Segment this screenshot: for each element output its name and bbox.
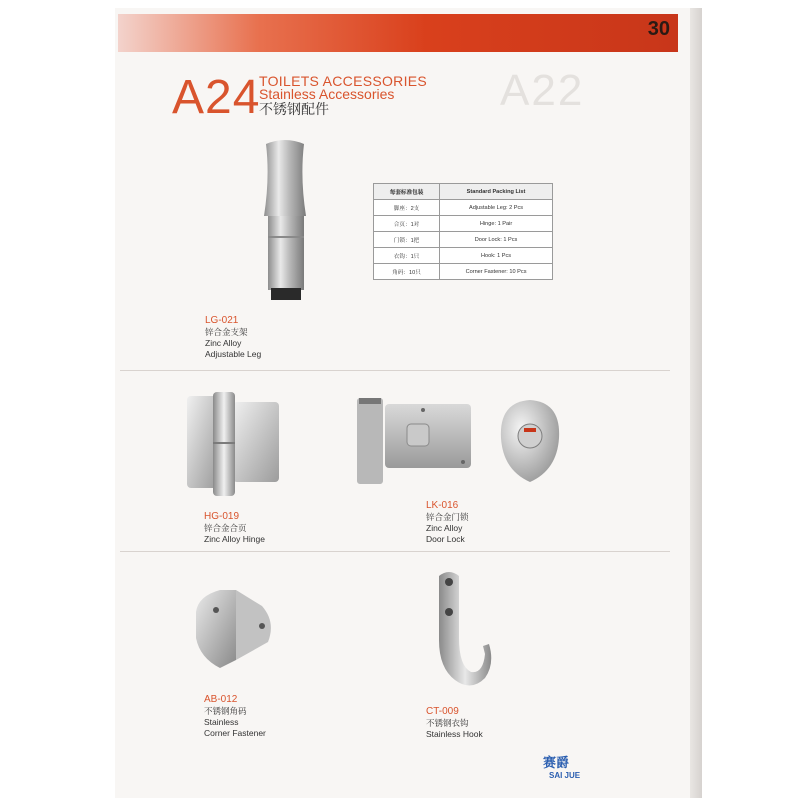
brand-logo: [543, 752, 580, 780]
table-row: [374, 248, 553, 264]
column-header-cn: 每套标准包装: [374, 184, 440, 200]
table-row: [374, 232, 553, 248]
product-name-cn: 锌合金支架: [205, 327, 248, 337]
product-code: HG-019: [204, 511, 240, 522]
product-code: LK-016: [426, 500, 459, 511]
product-name-cn: 不锈钢衣钩: [426, 718, 469, 728]
column-header-en: Standard Packing List: [440, 184, 553, 200]
door-lock-image: [355, 392, 475, 492]
product-material: Zinc Alloy: [426, 523, 463, 533]
section-subtitle-cn: 不锈钢配件: [259, 101, 329, 117]
product-name-cn: 不锈钢角码: [204, 706, 247, 716]
product-code: LG-021: [205, 315, 239, 326]
product-caption: [204, 511, 265, 545]
cell-en: Corner Fastener: 10 Pcs: [440, 264, 553, 280]
section-title: TOILETS ACCESSORIES: [259, 73, 428, 89]
product-name-cn: 锌合金合页: [204, 523, 247, 533]
section-code: A24: [172, 71, 261, 124]
section-subtitle: Stainless Accessories: [259, 86, 395, 102]
cell-en: Hook: 1 Pcs: [440, 248, 553, 264]
brand-name-cn: 赛爵: [543, 756, 570, 771]
product-code: AB-012: [204, 694, 238, 705]
page-number: 30: [647, 18, 670, 40]
product-name-cn: 锌合金门锁: [426, 512, 469, 522]
cell-cn: 脚座：2支: [374, 200, 440, 216]
show-through-heading: A22: [500, 66, 585, 115]
product-caption: [426, 706, 483, 740]
section-divider: [120, 370, 670, 371]
cell-en: Adjustable Leg: 2 Pcs: [440, 200, 553, 216]
header-bar: [118, 14, 678, 52]
product-caption: [205, 315, 261, 360]
table-row: [374, 200, 553, 216]
table-row: [374, 264, 553, 280]
cell-cn: 门锁：1把: [374, 232, 440, 248]
lock-indicator-image: [495, 398, 565, 484]
cell-cn: 合页：1对: [374, 216, 440, 232]
product-material: Zinc Alloy: [205, 338, 242, 348]
product-material: Stainless: [204, 717, 239, 727]
table-row: [374, 216, 553, 232]
product-name-en: Corner Fastener: [204, 728, 266, 738]
product-material: Stainless Hook: [426, 729, 483, 739]
cell-cn: 衣钩：1只: [374, 248, 440, 264]
corner-fastener-image: [190, 582, 280, 672]
product-code: CT-009: [426, 706, 459, 717]
cell-cn: 角码：10只: [374, 264, 440, 280]
product-caption: [204, 694, 266, 739]
packing-list-table: [373, 183, 553, 280]
brand-name-en: SAI JUE: [549, 771, 581, 780]
section-divider: [120, 551, 670, 552]
book-spine: [690, 8, 702, 798]
product-caption: [426, 500, 469, 545]
cell-en: Door Lock: 1 Pcs: [440, 232, 553, 248]
hinge-image: [185, 392, 285, 498]
hook-image: [425, 568, 495, 692]
product-material: Zinc Alloy Hinge: [204, 534, 265, 544]
product-name-en: Door Lock: [426, 534, 465, 544]
product-name-en: Adjustable Leg: [205, 349, 262, 359]
adjustable-leg-image: [250, 138, 320, 304]
table-header-row: [374, 184, 553, 200]
cell-en: Hinge: 1 Pair: [440, 216, 553, 232]
